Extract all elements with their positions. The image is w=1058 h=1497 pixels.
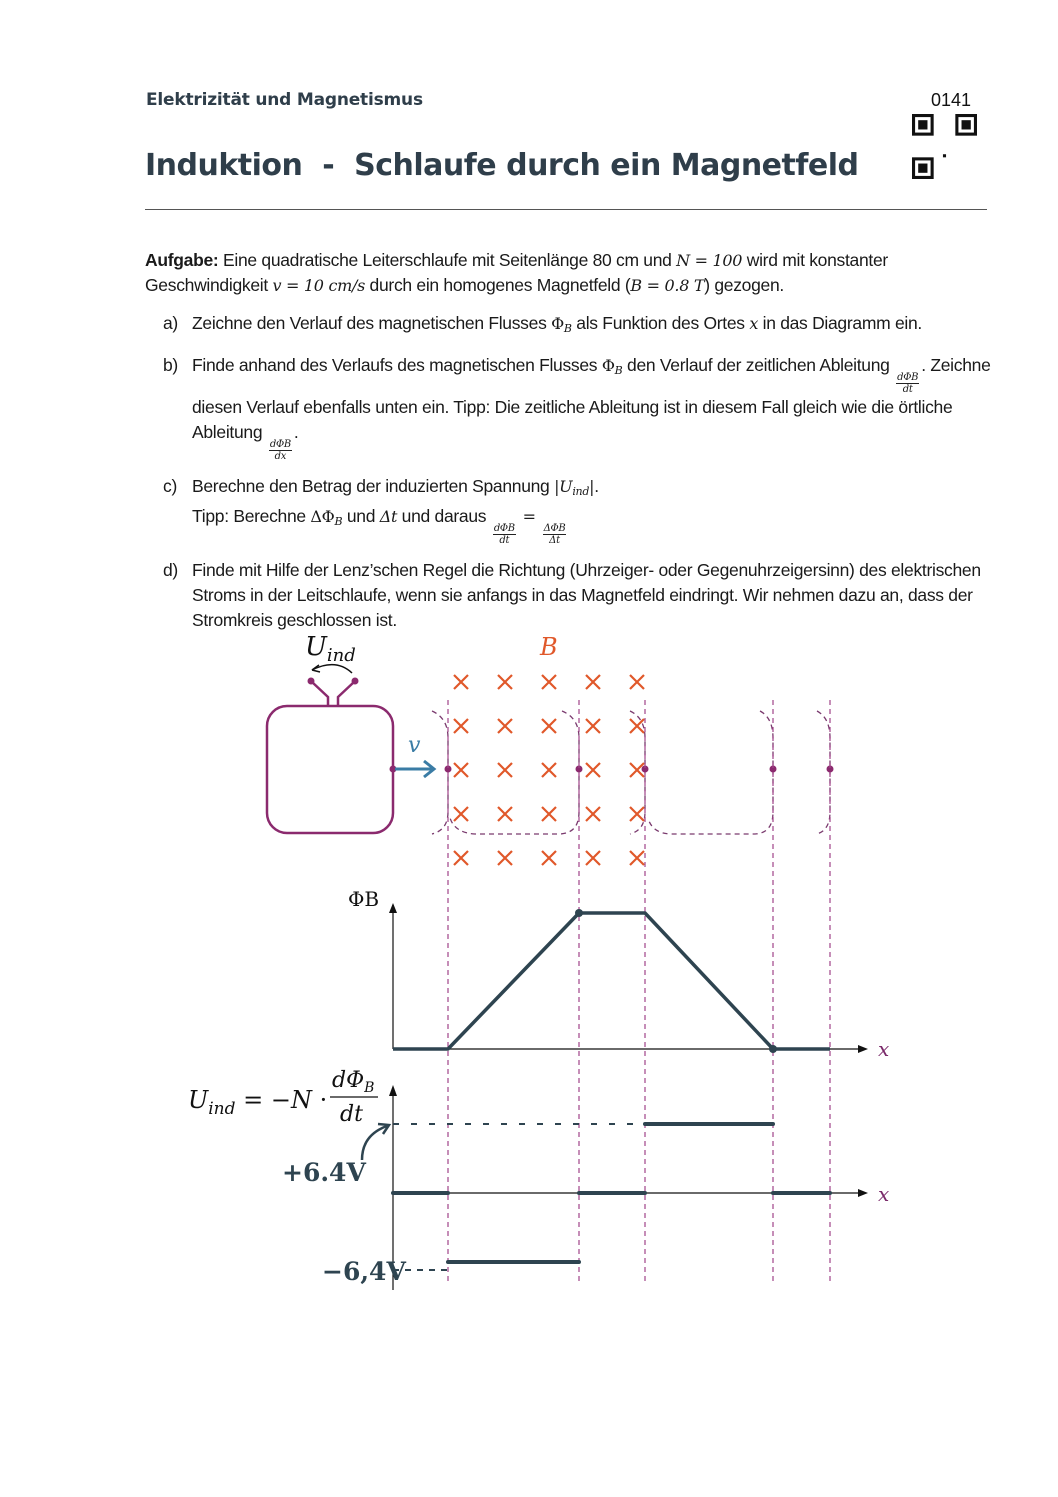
phi-symbol: Φ — [551, 314, 564, 333]
field-cross-icon — [542, 851, 556, 865]
ghost-loop — [450, 711, 579, 834]
n-expression: N = 100 — [676, 251, 743, 270]
field-label: B — [540, 633, 558, 661]
delta-phi-subscript: B — [334, 515, 343, 528]
field-cross-icon — [630, 675, 644, 689]
subtask-text: Berechne den Betrag der induzierten Spannung — [192, 476, 555, 496]
fraction-numerator: dΦB — [269, 439, 291, 450]
ghost-loop-edge — [817, 711, 830, 834]
equals-sign: = — [517, 507, 541, 526]
negative-voltage-annotation: −6,4V — [322, 1257, 406, 1286]
field-cross-icon — [498, 719, 512, 733]
ghost-loop-edge — [432, 711, 448, 834]
arrowhead-icon — [858, 1189, 868, 1197]
abs-bar: | — [589, 477, 595, 496]
voltage-formula — [188, 1068, 378, 1127]
tip-text: und — [342, 506, 380, 526]
task-text: ) gezogen. — [704, 275, 784, 295]
field-cross-icon — [630, 807, 644, 821]
subtask-text: in das Diagramm ein. — [758, 313, 922, 333]
field-cross-icon — [586, 719, 600, 733]
field-cross-icon — [498, 851, 512, 865]
voltage-chart — [188, 1068, 889, 1290]
velocity-arrow-icon — [395, 761, 434, 777]
annotation-arrow-icon — [362, 1126, 387, 1160]
loop-positions — [432, 711, 830, 834]
field-cross-icon — [498, 763, 512, 777]
b-expression: B = 0.8 T — [630, 276, 705, 295]
u-ind-subscript: ind — [572, 485, 590, 498]
subtask-label: a) — [163, 313, 178, 333]
arrowhead-icon — [389, 903, 397, 913]
field-cross-icon — [542, 719, 556, 733]
flux-point — [769, 1045, 777, 1053]
field-cross-icon — [498, 675, 512, 689]
field-cross-icon — [542, 807, 556, 821]
fraction-denominator: dt — [499, 535, 510, 546]
subtask-text: . — [293, 422, 299, 442]
x-variable: x — [749, 314, 759, 333]
field-cross-icon — [542, 675, 556, 689]
fraction-numerator: ΔΦB — [543, 523, 566, 534]
subtask-label: d) — [163, 560, 178, 580]
subtask-text: . — [594, 476, 599, 496]
field-cross-icon — [454, 851, 468, 865]
delta-t: Δt — [379, 507, 398, 526]
velocity-label: v — [408, 733, 421, 758]
task-text: Eine quadratische Leiterschlaufe mit Seitenlänge 80 cm und — [218, 250, 677, 270]
v-expression: v = 10 cm/s — [272, 276, 365, 295]
delta-phi: ΔΦ — [310, 507, 335, 526]
flux-point — [575, 909, 583, 917]
flux-x-label: x — [878, 1037, 890, 1061]
subject-category: Elektrizität und Magnetismus — [146, 90, 423, 110]
fraction-denominator: Δt — [549, 535, 560, 546]
field-cross-icon — [630, 851, 644, 865]
fraction-denominator: dx — [274, 451, 287, 462]
terminal-dot — [352, 678, 359, 685]
subtask-text: Finde anhand des Verlaufs des magnetischen Flusses — [192, 355, 602, 375]
tip-text: Tipp: Berechne — [192, 506, 311, 526]
field-cross-icon — [498, 807, 512, 821]
subtask-text: Finde mit Hilfe der Lenz’schen Regel die Richtung (Uhrzeiger- oder Gegenuhrzeigersinn) des elektrischen Stroms in der Leitschlaufe, wenn sie anfangs in das Magnetfeld eindringt. Wir nehmen dazu an, dass der Stromkreis geschlossen ist. — [192, 560, 981, 630]
svg-text:dΦB: $d\Phi_B$ — [332, 1068, 375, 1096]
subtask-text: . Zeichne diesen Verlauf ebenfalls unten ein. Tipp: Die zeitliche Ableitung ist in diesem Fall gleich wie die örtliche Ableitung — [192, 355, 991, 442]
voltage-x-label: x — [878, 1182, 890, 1206]
phi-subscript: B — [614, 364, 623, 377]
subtask-label: c) — [163, 476, 177, 496]
fraction-numerator: dΦB — [493, 523, 515, 534]
sheet-number: 0141 — [931, 90, 972, 110]
task-text: wird mit konstanter — [742, 250, 888, 270]
field-cross-icon — [454, 719, 468, 733]
flux-y-label: ΦB — [348, 887, 380, 911]
arrowhead-icon — [858, 1045, 868, 1053]
u-ind-expression: |U — [554, 477, 573, 496]
svg-text:dt: dt — [340, 1102, 363, 1127]
task-label: Aufgabe: — [145, 250, 219, 270]
field-cross-icon — [586, 851, 600, 865]
fraction-numerator: dΦB — [897, 372, 919, 383]
page-title: Induktion - Schlaufe durch ein Magnetfeld — [145, 148, 859, 183]
subtask-text: Zeichne den Verlauf des magnetischen Flusses — [192, 313, 552, 333]
field-cross-icon — [454, 763, 468, 777]
terminal-dot — [308, 678, 315, 685]
svg-text:Uind = −N ·: $U_{ind} = -N$ · — [188, 1086, 328, 1119]
conductor-loop — [267, 678, 397, 834]
fraction-denominator: dt — [902, 384, 913, 395]
phi-subscript: B — [563, 322, 572, 335]
subtask-label: b) — [163, 355, 178, 375]
tip-text: und daraus — [397, 506, 491, 526]
voltage-label: $U_{ind}$ — [305, 632, 356, 666]
field-cross-icon — [630, 719, 644, 733]
positive-voltage-annotation: +6.4V — [282, 1158, 366, 1187]
field-cross-icon — [586, 763, 600, 777]
field-cross-icon — [454, 807, 468, 821]
field-cross-icon — [586, 807, 600, 821]
ghost-loop — [648, 711, 773, 834]
task-text: durch ein homogenes Magnetfeld ( — [364, 275, 631, 295]
magnetic-field — [454, 675, 644, 865]
flux-chart — [348, 887, 889, 1061]
field-cross-icon — [586, 675, 600, 689]
field-cross-icon — [542, 763, 556, 777]
phi-symbol: Φ — [601, 356, 615, 375]
subtask-text: den Verlauf der zeitlichen Ableitung — [622, 355, 895, 375]
field-cross-icon — [454, 675, 468, 689]
subtask-text: als Funktion des Ortes — [571, 313, 750, 333]
arrowhead-icon — [389, 1085, 397, 1096]
task-text: Geschwindigkeit — [145, 275, 273, 295]
flux-curve — [393, 913, 830, 1049]
